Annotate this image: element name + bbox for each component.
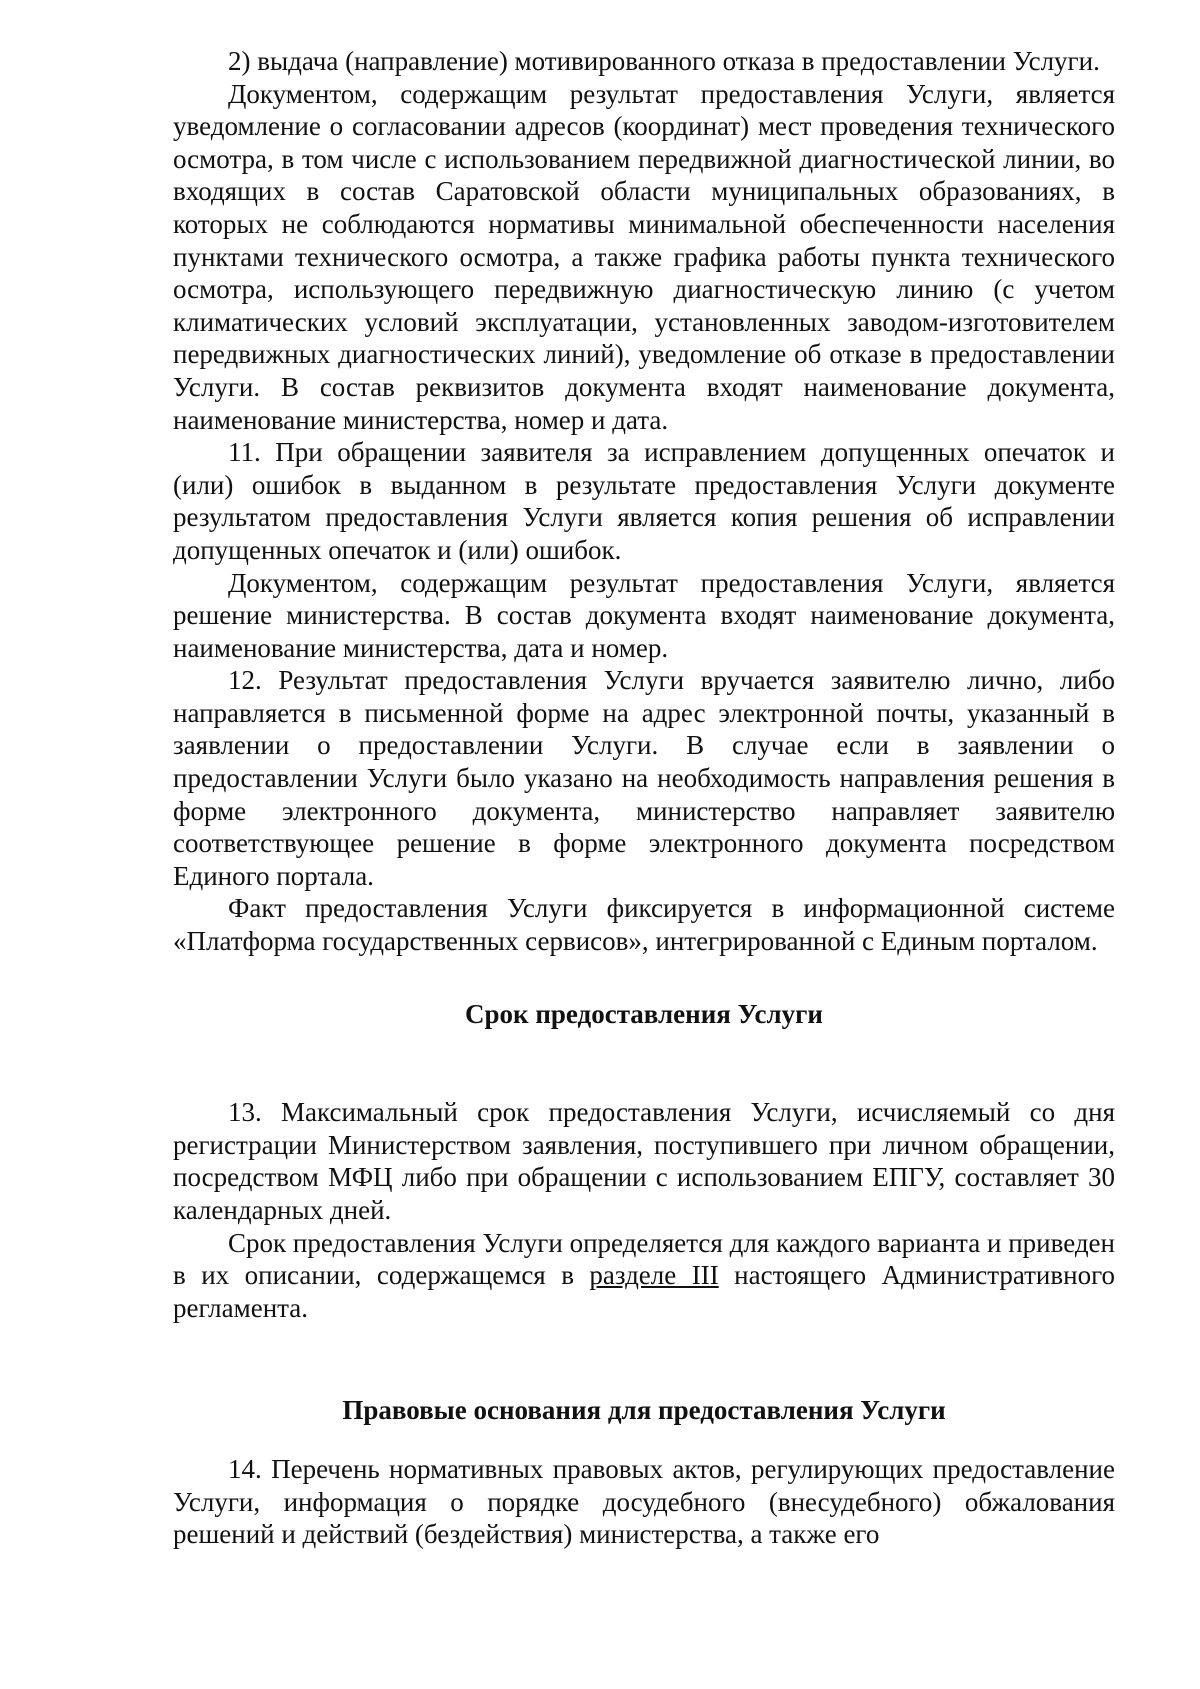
paragraph-result-refusal: 2) выдача (направление) мотивированного отказа в предоставлении Услуги. [228,46,1100,76]
document-page [173,45,1115,1551]
section-iii-link[interactable]: разделе III [589,1260,719,1291]
section-heading-legal-basis: Правовые основания для предоставления Услуги [342,1395,946,1426]
paragraph-ministry-decision: Документом, содержащим результат предоставления Услуги, является решение министерства. В состав документа входят наименование документа, наименование министерства, дата и номер. [173,567,1115,663]
paragraph-term-text-end: настоящего Административного регламента. [173,1260,1115,1323]
paragraph-result-document: Документом, содержащим результат предоставления Услуги, является уведомление о согласовании адресов (координат) мест проведения технического осмотра, в том числе с использованием передвижной диагностической линии, во входящих в состав Саратовской области муниципальных образованиях, в которых не соблюдаются нормативы минимальной обеспеченности населения пунктами технического осмотра, а также графика работы пункта технического осмотра, использующего передвижную диагностическую линию (с учетом климатических условий эксплуатации, установленных заводом-изготовителем передвижных диагностических линий), уведомление об отказе в предоставлении Услуги. В состав реквизитов документа входят наименование документа, наименование министерства, номер и дата. [173,78,1115,435]
paragraph-item-13: 13. Максимальный срок предоставления Услуги, исчисляемый со дня регистрации Министерством заявления, поступившего при личном обращении, посредством МФЦ либо при обращении с использованием ЕПГУ, составляет 30 календарных дней. [173,1097,1115,1225]
paragraph-platform-fact: Факт предоставления Услуги фиксируется в информационной системе «Платформа государственных сервисов», интегрированной с Единым порталом. [173,893,1115,957]
section-heading-term: Срок предоставления Услуги [465,998,823,1029]
paragraph-item-11: 11. При обращении заявителя за исправлением допущенных опечаток и (или) ошибок в выданном в результате предоставления Услуги документе результатом предоставления Услуги является копия решения об исправлении допущенных опечаток и (или) ошибок. [173,437,1115,565]
paragraph-item-12: 12. Результат предоставления Услуги вручается заявителю лично, либо направляется в письменной форме на адрес электронной почты, указанный в заявлении о предоставлении Услуги. В случае если в заявлении о предоставлении Услуги было указано на необходимость направления решения в форме электронного документа, министерство направляет заявителю соответствующее решение в форме электронного документа посредством Единого портала. [173,665,1115,891]
paragraph-item-14: 14. Перечень нормативных правовых актов, регулирующих предоставление Услуги, информация о порядке досудебного (внесудебного) обжалования решений и действий (бездействия) министерства, а также его [173,1453,1115,1550]
paragraph-term-variants [173,1227,1115,1325]
paragraph-term-text-start: Срок предоставления Услуги определяется для каждого варианта и приведен в их описании, содержащемся в [173,1227,1115,1291]
